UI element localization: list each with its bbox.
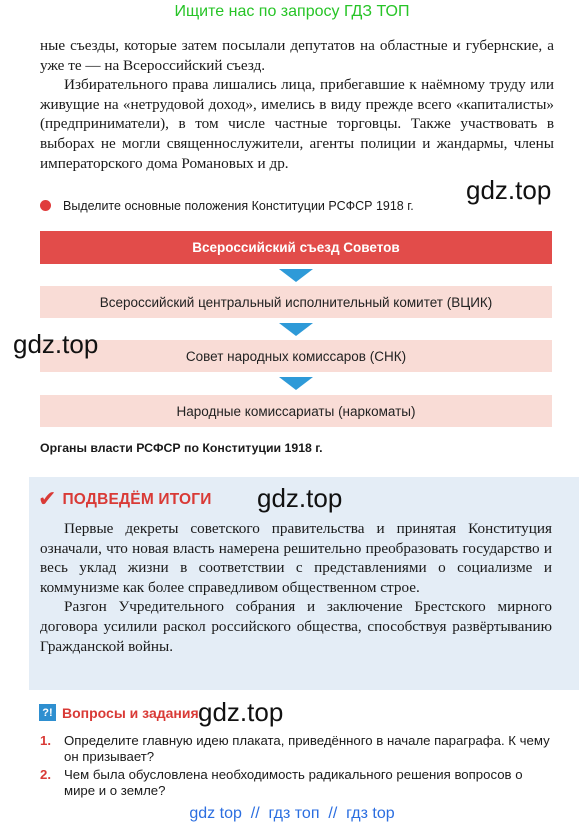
paragraph: ные съезды, которые затем посылали депутатов на областные и губернские, а уже те — на Всероссийский съезд. [40,37,554,74]
bullet-dot-icon [40,200,51,211]
summary-title: ПОДВЕДЁМ ИТОГИ [62,491,212,508]
arrow-down-icon [279,377,313,390]
paragraph: Разгон Учредительного собрания и заключение Брестского мирного договора усилили раскол российского общества, способствуя развёртыванию Гражданской войны. [40,598,552,655]
checkmark-icon: ✔ [38,487,57,512]
question-text: Чем была обусловлена необходимость радикального решения вопросов о мире и о земле? [64,767,523,798]
watermark: gdz.top [198,697,284,727]
top-banner: Ищите нас по запросу ГДЗ ТОП [174,3,410,20]
watermark: gdz.top [466,175,552,205]
question-number: 2. [40,767,51,782]
question-number: 1. [40,733,51,748]
power-scheme [40,231,552,431]
scheme-caption: Органы власти РСФСР по Конституции 1918 г. [40,441,323,455]
question-text: Определите главную идею плаката, приведённого в начале параграфа. К чему он призывает? [64,733,550,764]
body-text [40,36,554,173]
summary-header [38,489,212,511]
task-line [40,199,414,213]
arrow-down-icon [279,323,313,336]
footer-banner: gdz top // гдз топ // гдз top [189,805,395,822]
scheme-box-vcik: Всероссийский центральный исполнительный комитет (ВЦИК) [40,286,552,318]
questions-header [39,704,199,721]
watermark: gdz.top [13,329,99,359]
paragraph: Первые декреты советского правительства и принятая Конституция означали, что новая власть намерена решительно преобразовать государство и весь уклад жизни в соответствии с представлениями о социализме и коммунизме как более справедливом общественном строе. [40,520,552,596]
scheme-box-narkomats: Народные комиссариаты (наркоматы) [40,395,552,427]
list-item [40,767,556,798]
arrow-down-icon [279,269,313,282]
questions-list [40,733,556,801]
watermark: gdz.top [257,483,343,513]
question-exclamation-icon: ?! [39,704,56,721]
summary-text [40,519,552,656]
task-text: Выделите основные положения Конституции РСФСР 1918 г. [63,199,414,213]
paragraph: Избирательного права лишались лица, прибегавшие к наёмному труду или живущие на «нетрудовой доход», имелись в виду прежде всего «капиталисты» (предприниматели), в том числе частные торговцы. Также участвовать в выборах не могли священнослужители, агенты полиции и жандармы, члены императорского дома Романовых и др. [40,76,554,172]
scheme-box-snk: Совет народных комиссаров (СНК) [40,340,552,372]
questions-title: Вопросы и задания [62,704,199,721]
list-item [40,733,556,764]
scheme-box-congress: Всероссийский съезд Советов [40,231,552,264]
